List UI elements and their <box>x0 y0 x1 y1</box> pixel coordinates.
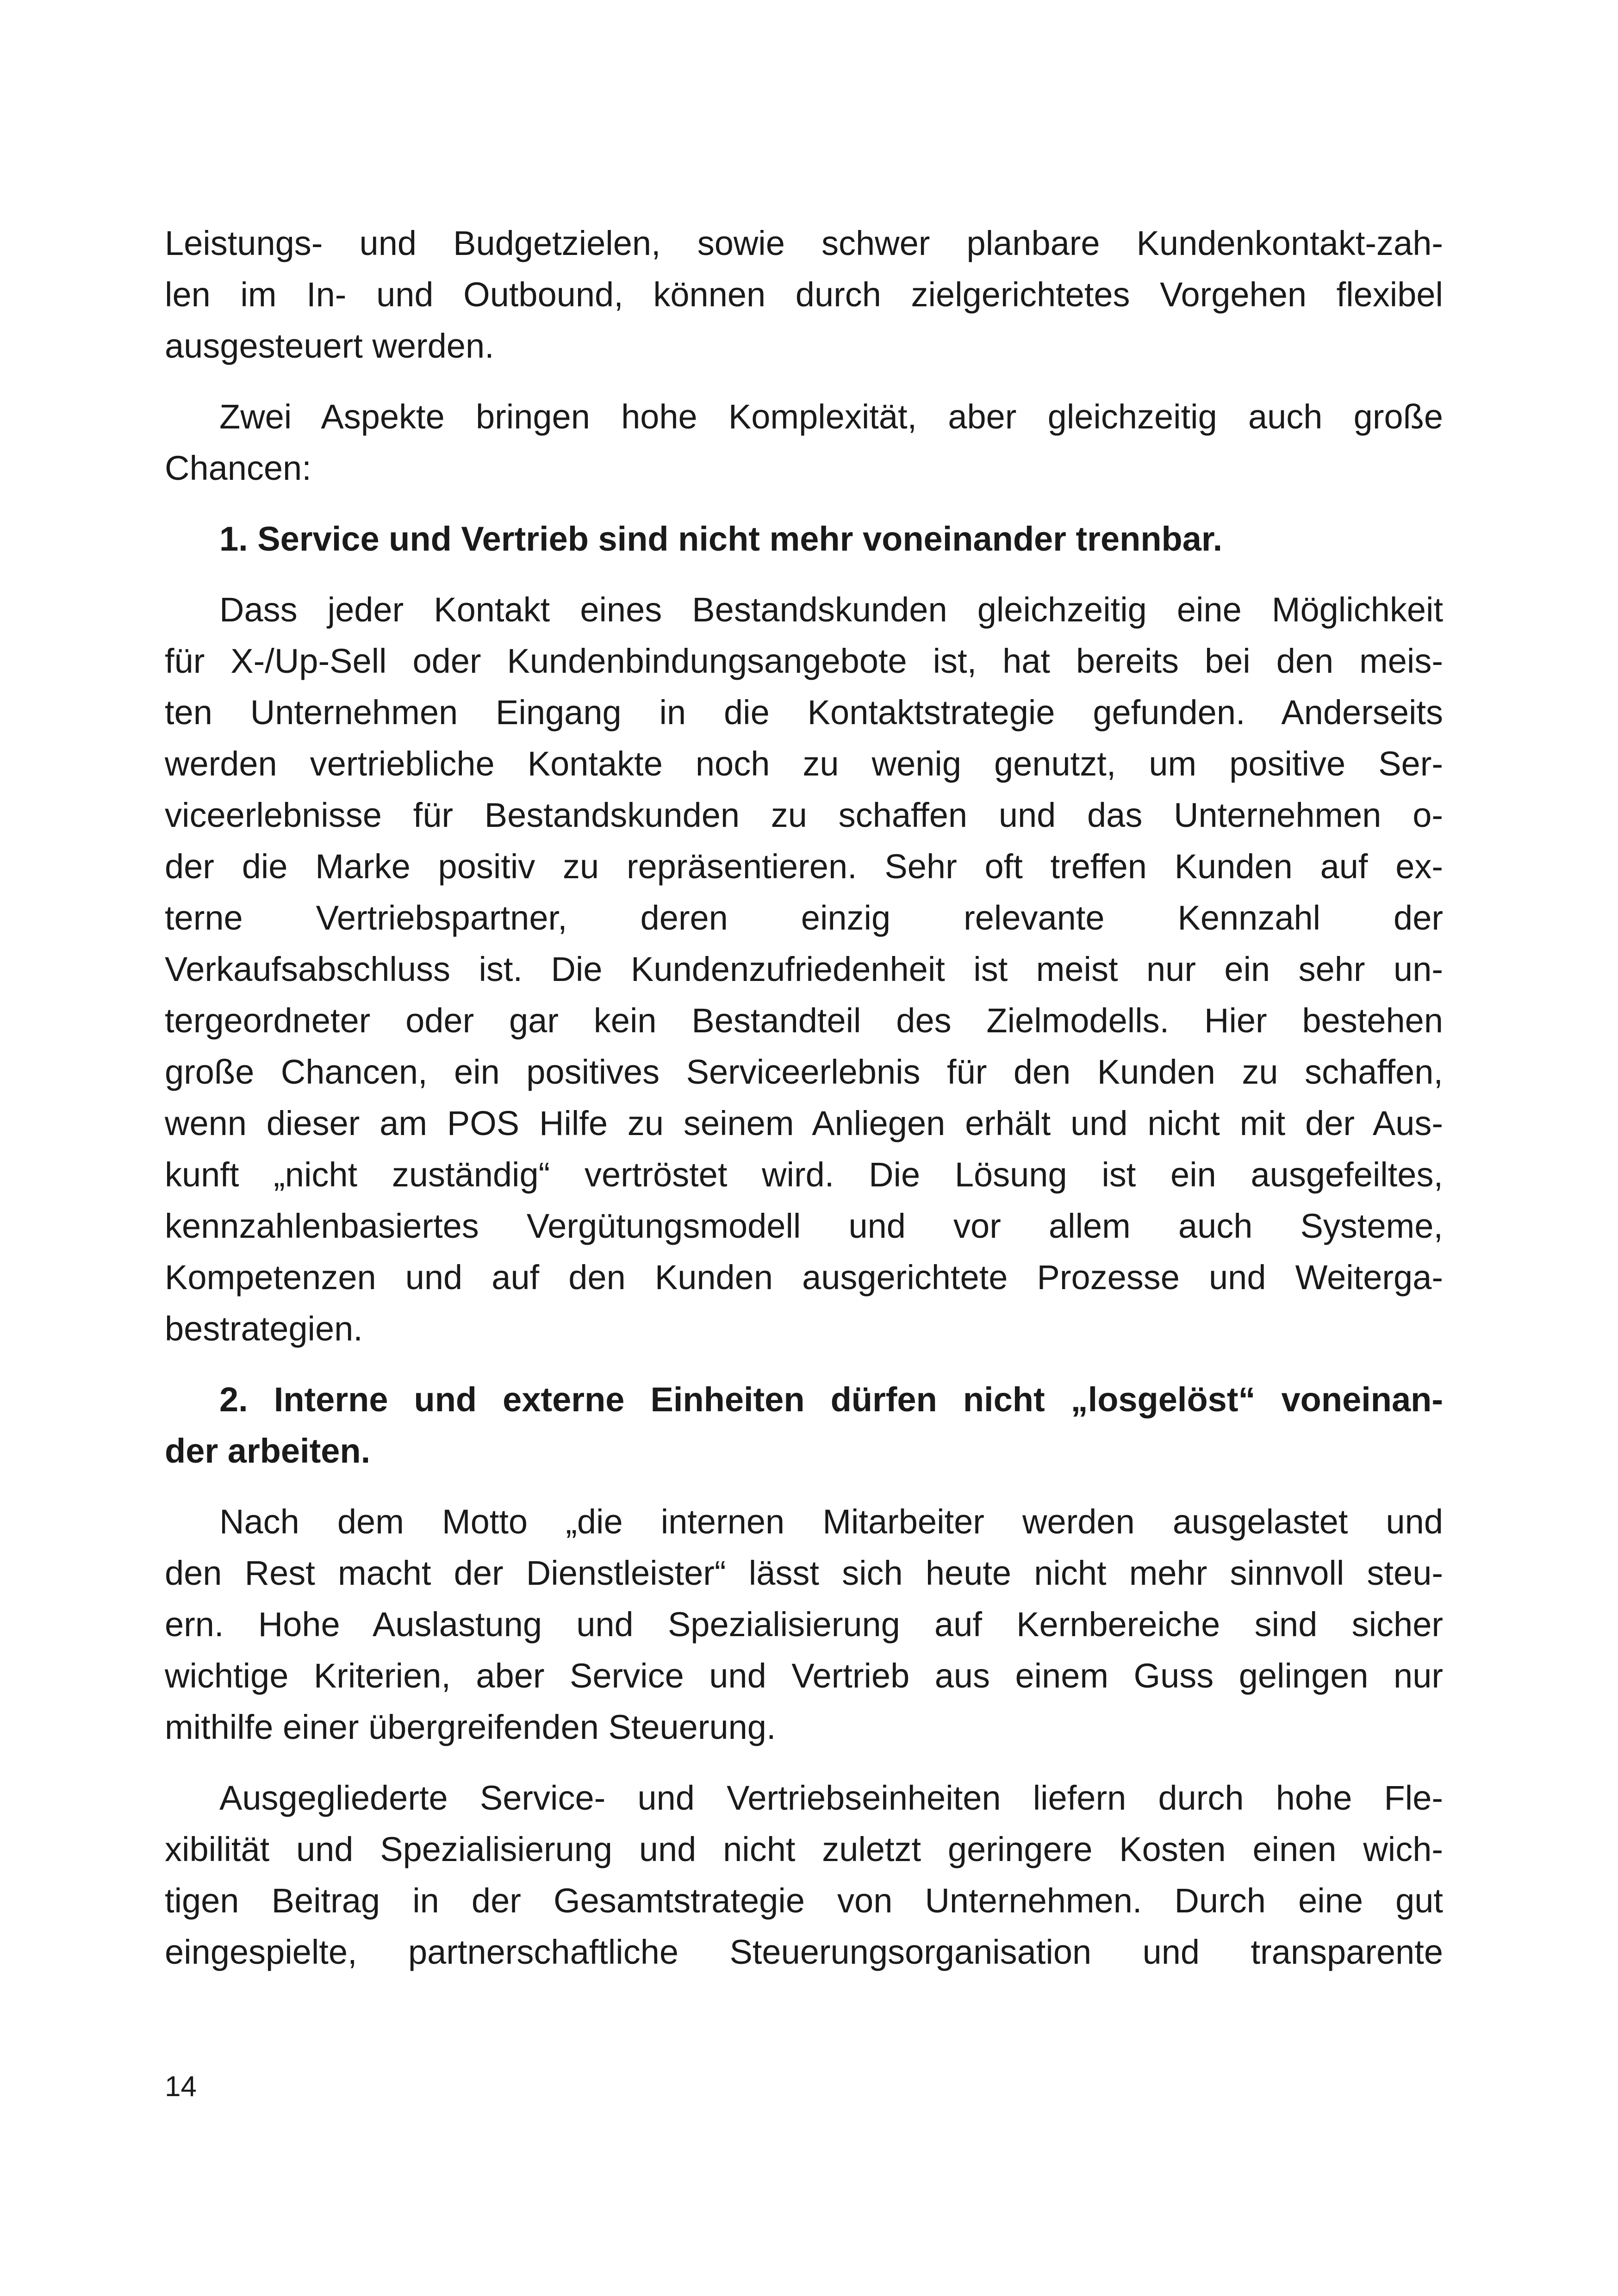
text-line: große Chancen, ein positives Serviceerlebnis für den Kunden zu schaffen, <box>165 1053 1443 1091</box>
paragraph-bestandskunden <box>165 584 1443 1354</box>
text-line: wichtige Kriterien, aber Service und Vertrieb aus einem Guss gelingen nur <box>165 1657 1443 1695</box>
text-line: kennzahlenbasiertes Vergütungsmodell und vor allem auch Systeme, <box>165 1207 1443 1245</box>
text-line: ausgesteuert werden. <box>165 327 494 365</box>
heading-service-vertrieb <box>165 513 1443 565</box>
text-line: mithilfe einer übergreifenden Steuerung. <box>165 1708 776 1746</box>
text-line: Chancen: <box>165 449 311 487</box>
text-line: Kompetenzen und auf den Kunden ausgerichtete Prozesse und Weiterga- <box>165 1258 1443 1297</box>
text-line: der die Marke positiv zu repräsentieren. Sehr oft treffen Kunden auf ex- <box>165 847 1443 886</box>
text-line: Dass jeder Kontakt eines Bestandskunden gleichzeitig eine Möglichkeit <box>219 590 1443 629</box>
heading-line: 1. Service und Vertrieb sind nicht mehr voneinander trennbar. <box>219 520 1223 558</box>
heading-interne-externe <box>165 1374 1443 1477</box>
text-line: Verkaufsabschluss ist. Die Kundenzufriedenheit ist meist nur ein sehr un- <box>165 950 1443 988</box>
paragraph-motto <box>165 1496 1443 1753</box>
text-line: xibilität und Spezialisierung und nicht zuletzt geringere Kosten einen wich- <box>165 1830 1443 1868</box>
text-line: Zwei Aspekte bringen hohe Komplexität, aber gleichzeitig auch große <box>219 397 1443 436</box>
text-line: ern. Hohe Auslastung und Spezialisierung auf Kernbereiche sind sicher <box>165 1605 1443 1644</box>
text-line: wenn dieser am POS Hilfe zu seinem Anliegen erhält und nicht mit der Aus- <box>165 1104 1443 1142</box>
text-line: bestrategien. <box>165 1309 363 1348</box>
heading-line: der arbeiten. <box>165 1432 371 1470</box>
text-line: kunft „nicht zuständig“ vertröstet wird. Die Lösung ist ein ausgefeiltes, <box>165 1155 1443 1194</box>
page-number: 14 <box>165 2071 197 2103</box>
text-line: den Rest macht der Dienstleister“ lässt sich heute nicht mehr sinnvoll steu- <box>165 1554 1443 1592</box>
paragraph-aspects <box>165 391 1443 494</box>
text-line: viceerlebnisse für Bestandskunden zu schaffen und das Unternehmen o- <box>165 796 1443 834</box>
text-line: terne Vertriebspartner, deren einzig relevante Kennzahl der <box>165 899 1443 937</box>
text-line: tigen Beitrag in der Gesamtstrategie von Unternehmen. Durch eine gut <box>165 1881 1443 1920</box>
text-line: für X-/Up-Sell oder Kundenbindungsangebote ist, hat bereits bei den meis- <box>165 642 1443 680</box>
text-line: Ausgegliederte Service- und Vertriebseinheiten liefern durch hohe Fle- <box>219 1779 1443 1817</box>
text-line: Nach dem Motto „die internen Mitarbeiter werden ausgelastet und <box>219 1502 1443 1541</box>
heading-line: 2. Interne und externe Einheiten dürfen nicht „losgelöst“ voneinan- <box>219 1380 1443 1419</box>
paragraph-ausgegliederte <box>165 1772 1443 1978</box>
text-line: tergeordneter oder gar kein Bestandteil des Zielmodells. Hier bestehen <box>165 1001 1443 1040</box>
paragraph-intro <box>165 217 1443 372</box>
text-line: eingespielte, partnerschaftliche Steuerungsorganisation und transparente <box>165 1933 1443 1971</box>
page-body <box>165 217 1443 1978</box>
text-line: werden vertriebliche Kontakte noch zu wenig genutzt, um positive Ser- <box>165 745 1443 783</box>
text-line: ten Unternehmen Eingang in die Kontaktstrategie gefunden. Anderseits <box>165 693 1443 732</box>
text-line: Leistungs- und Budgetzielen, sowie schwer planbare Kundenkontakt-zah- <box>165 224 1443 262</box>
text-line: len im In- und Outbound, können durch zielgerichtetes Vorgehen flexibel <box>165 275 1443 314</box>
